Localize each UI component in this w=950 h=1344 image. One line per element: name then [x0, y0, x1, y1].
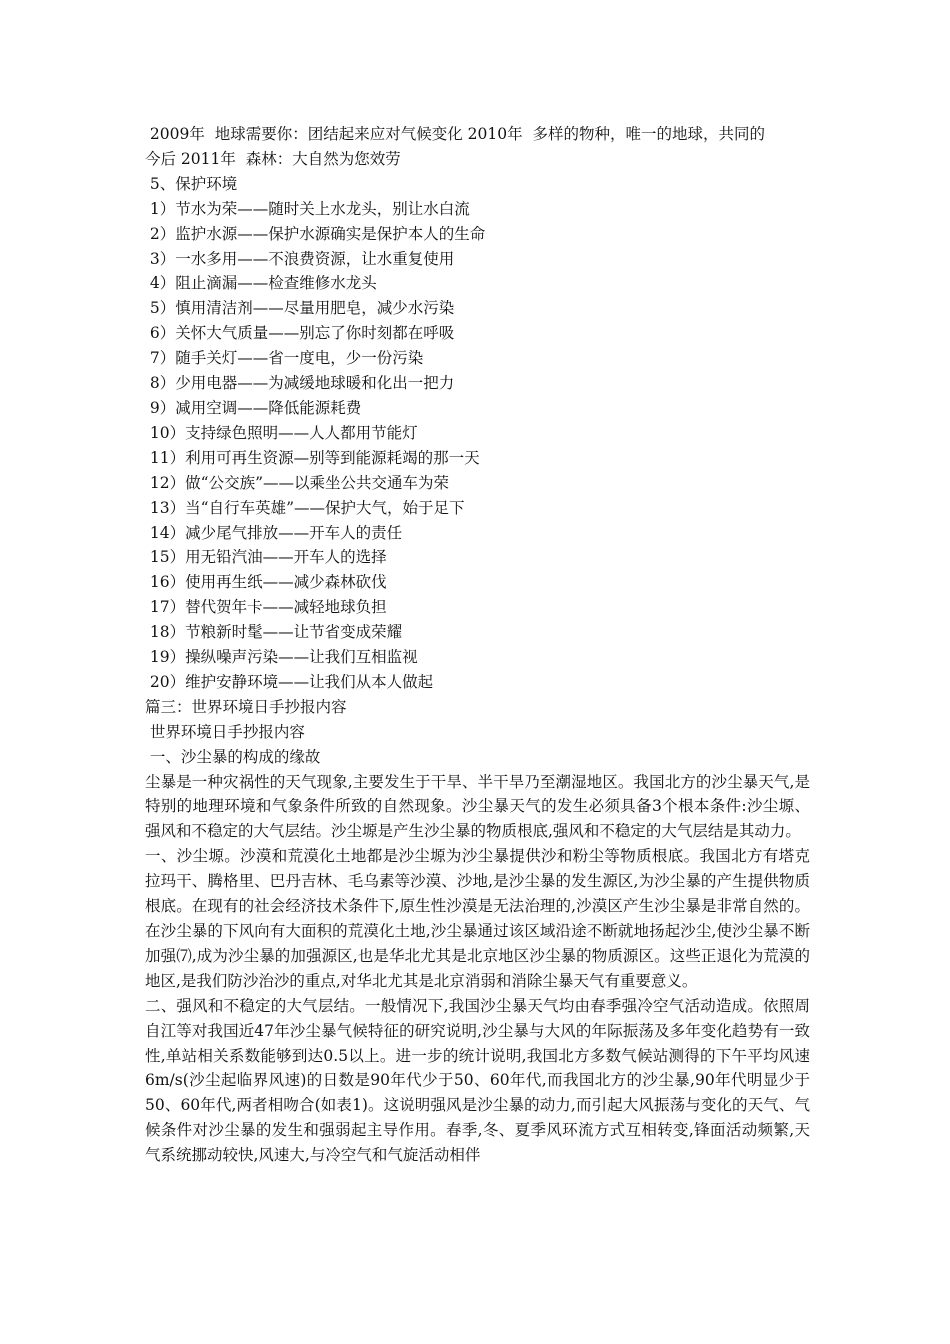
part3-subheading: 世界环境日手抄报内容 — [145, 722, 305, 741]
list-item: 4）阻止滴漏——检查维修水龙头 — [145, 274, 377, 293]
list-item: 17）替代贺年卡——减轻地球负担 — [145, 598, 387, 617]
list-item: 13）当“自行车英雄”——保护大气，始于足下 — [145, 498, 465, 517]
list-item: 1）节水为荣——随时关上水龙头，别让水白流 — [145, 199, 470, 218]
list-item: 5）慎用清洁剂——尽量用肥皂，减少水污染 — [145, 299, 455, 318]
paragraph-sandstorm-intro: 尘暴是一种灾祸性的天气现象,主要发生于干旱、半干旱乃至潮湿地区。我国北方的沙尘暴天气,是特别的地理环境和气象条件所致的自然现象。沙尘暴天气的发生必须具备3个根本条件:沙尘塬、强风和不稳定的大气层结。沙尘塬是产生沙尘暴的物质根底,强风和不稳定的大气层结是其动力。 — [145, 772, 810, 841]
document-page — [145, 122, 810, 1168]
list-item: 2）监护水源——保护水源确实是保护本人的生命 — [145, 224, 486, 243]
list-item: 11）利用可再生资源—别等到能源耗竭的那一天 — [145, 448, 480, 467]
list-item: 12）做“公交族”——以乘坐公共交通车为荣 — [145, 473, 449, 492]
paragraph-dust-source: 一、沙尘塬。沙漠和荒漠化土地都是沙尘塬为沙尘暴提供沙和粉尘等物质根底。我国北方有塔克拉玛干、腾格里、巴丹吉林、毛乌素等沙漠、沙地,是沙尘暴的发生源区,为沙尘暴的产生提供物质根底。在现有的社会经济技术条件下,原生性沙漠是无法治理的,沙漠区产生沙尘暴是非常自然的。在沙尘暴的下风向有大面积的荒漠化土地,沙尘暴通过该区域沿途不断就地扬起沙尘,使沙尘暴不断加强⑺,成为沙尘暴的加强源区,也是华北尤其是北京地区沙尘暴的物质源区。这些正退化为荒漠的地区,是我们防沙治沙的重点,对华北尤其是北京消弱和消除尘暴天气有重要意义。 — [145, 847, 810, 990]
list-item: 20）维护安静环境——让我们从本人做起 — [145, 672, 434, 691]
list-item: 14）减少尾气排放——开车人的责任 — [145, 523, 403, 542]
list-item: 18）节粮新时髦——让节省变成荣耀 — [145, 623, 403, 642]
intro-line-1: 2009年 地球需要你：团结起来应对气候变化 2010年 多样的物种，唯一的地球，共同的 — [145, 125, 765, 143]
list-item: 8）少用电器——为减缓地球暖和化出一把力 — [145, 374, 455, 393]
list-item: 16）使用再生纸——减少森林砍伐 — [145, 573, 387, 592]
list-item: 3）一水多用——不浪费资源，让水重复使用 — [145, 249, 455, 268]
list-item: 10）支持绿色照明——人人都用节能灯 — [145, 423, 418, 442]
list-item: 6）关怀大气质量——别忘了你时刻都在呼吸 — [145, 324, 455, 343]
list-item: 15）用无铅汽油——开车人的选择 — [145, 548, 387, 567]
section-title-protect-environment: 5、保护环境 — [145, 174, 238, 193]
list-item: 7）随手关灯——省一度电，少一份污染 — [145, 349, 424, 368]
paragraph-strong-wind: 二、强风和不稳定的大气层结。一般情况下,我国沙尘暴天气均由春季强冷空气活动造成。依照周自江等对我国近47年沙尘暴气候特征的研究说明,沙尘暴与大风的年际振荡及多年变化趋势有一致性,单站相关系数能够到达0.5以上。进一步的统计说明,我国北方多数气候站测得的下午平均风速6m/s(沙尘起临界风速)的日数是90年代少于50、60年代,而我国北方的沙尘暴,90年代明显少于50、60年代,两者相吻合(如表1)。这说明强风是沙尘暴的动力,而引起大风振荡与变化的天气、气候条件对沙尘暴的发生和强弱起主导作用。春季,冬、夏季风环流方式互相转变,锋面活动频繁,天气系统挪动较快,风速大,与冷空气和气旋活动相伴 — [145, 996, 810, 1165]
intro-line-2: 今后 2011年 森林：大自然为您效劳 — [145, 149, 401, 168]
list-item: 9）减用空调——降低能源耗费 — [145, 398, 362, 417]
list-item: 19）操纵噪声污染——让我们互相监视 — [145, 648, 418, 667]
section-title-sandstorm-causes: 一、沙尘暴的构成的缘故 — [145, 747, 321, 766]
part3-heading: 篇三：世界环境日手抄报内容 — [145, 697, 347, 716]
